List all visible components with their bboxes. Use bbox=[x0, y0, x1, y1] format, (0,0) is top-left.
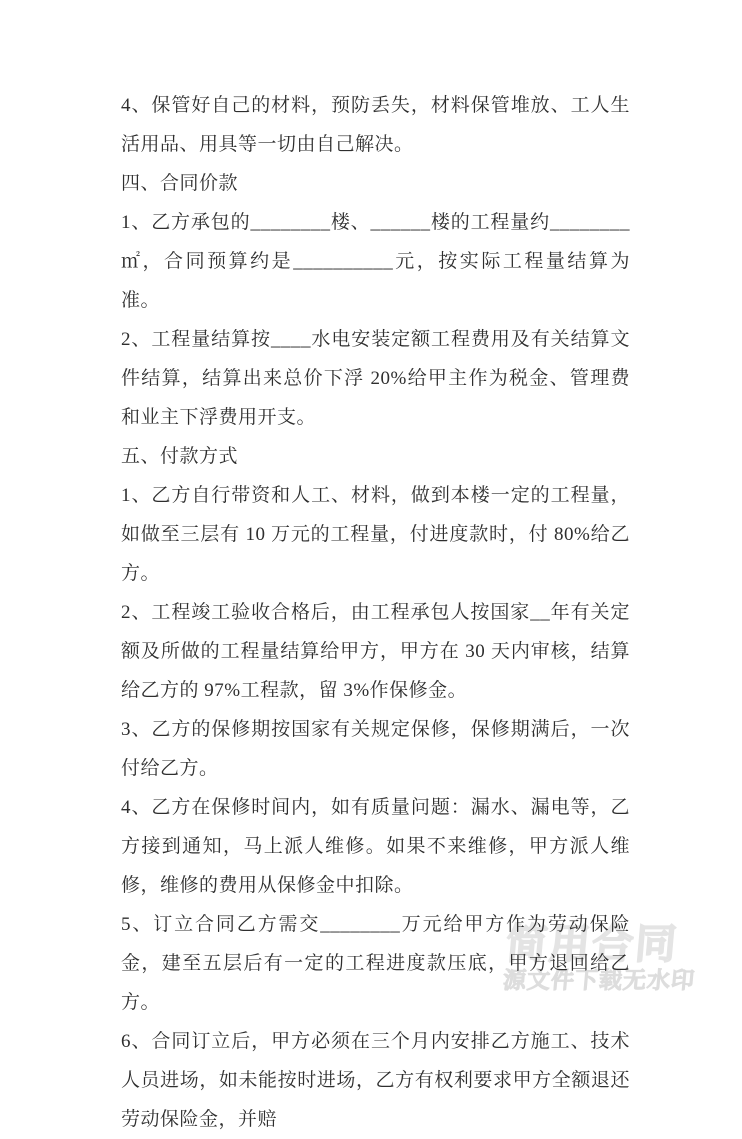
clause-2-completion-settlement: 2、工程竣工验收合格后，由工程承包人按国家__年有关定额及所做的工程量结算给甲方，甲方在 30 天内审核，结算给乙方的 97%工程款，留 3%作保修金。 bbox=[121, 602, 630, 701]
clause-1-project-quantity: 1、乙方承包的________楼、______楼的工程量约________㎡，合同预算约是__________元，按实际工程量结算为准。 bbox=[121, 212, 630, 311]
section-heading-payment-method: 五、付款方式 bbox=[121, 446, 239, 467]
watermark-tagline-text: 源文件下载无水印 bbox=[501, 967, 697, 993]
watermark-brand-text: 简用合同 bbox=[504, 921, 681, 967]
clause-6-entry-arrangement: 6、合同订立后，甲方必须在三个月内安排乙方施工、技术人员进场，如未能按时进场，乙方有权利要求甲方全额退还劳动保险金，并赔 bbox=[121, 1031, 630, 1130]
clause-4-material-storage: 4、保管好自己的材料，预防丢失，材料保管堆放、工人生活用品、用具等一切由自己解决。 bbox=[121, 95, 630, 155]
clause-3-warranty-period: 3、乙方的保修期按国家有关规定保修，保修期满后，一次付给乙方。 bbox=[121, 719, 630, 779]
clause-1-self-funding: 1、乙方自行带资和人工、材料，做到本楼一定的工程量，如做至三层有 10 万元的工程量，付进度款时，付 80%给乙方。 bbox=[121, 485, 630, 584]
contract-body bbox=[121, 86, 630, 1139]
clause-2-quantity-settlement: 2、工程量结算按____水电安装定额工程费用及有关结算文件结算，结算出来总价下浮 20%给甲主作为税金、管理费和业主下浮费用开支。 bbox=[121, 329, 630, 428]
section-heading-contract-price: 四、合同价款 bbox=[121, 173, 239, 194]
clause-4-warranty-repair: 4、乙方在保修时间内，如有质量问题：漏水、漏电等，乙方接到通知，马上派人维修。如果不来维修，甲方派人维修，维修的费用从保修金中扣除。 bbox=[121, 797, 630, 896]
clause-5-labor-insurance: 5、订立合同乙方需交________万元给甲方作为劳动保险金，建至五层后有一定的工程进度款压底，甲方退回给乙方。 bbox=[121, 914, 630, 1013]
